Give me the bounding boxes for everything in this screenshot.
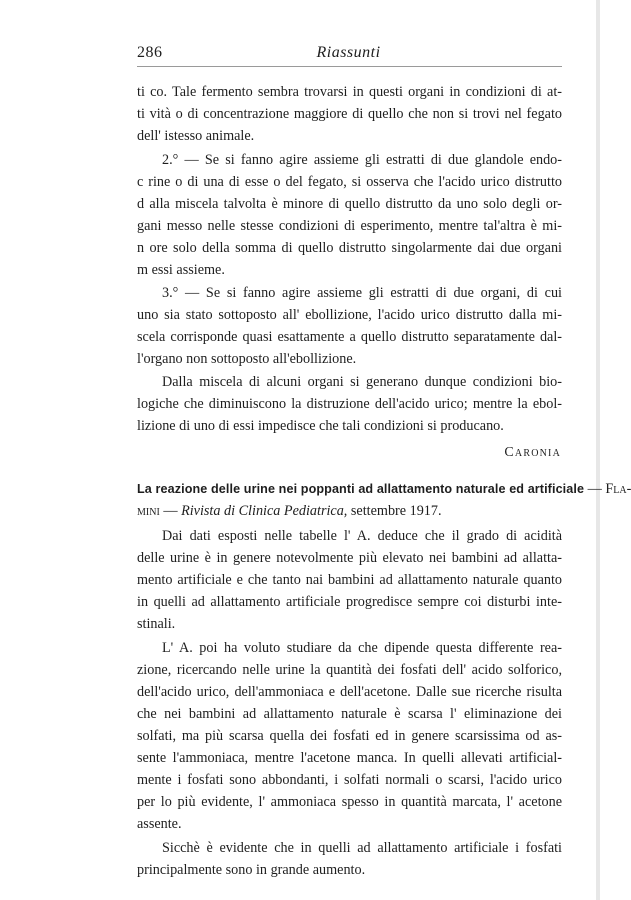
text-line: stinali. (137, 616, 176, 632)
article-title: La reazione delle urine nei poppanti ad allattamento naturale ed artificiale (137, 482, 585, 496)
text-line: delle urine è in genere notevolmente più elevato nei bambini ad allatta- (137, 550, 562, 566)
text-line: ti co. Tale fermento sembra trovarsi in questi organi in condizioni di at- (137, 84, 562, 100)
article-citation-line (137, 501, 562, 521)
text-line: solfati, ma più scarsa quella dei fosfati ed in genere scarsissima od as- (137, 728, 562, 744)
text-line: 3.° — Se si fanno agire assieme gli estratti di due organi, di cui (162, 285, 562, 301)
text-line: lizione di uno di essi impedisce che tali condizioni si producano. (137, 418, 504, 434)
text-line: mente i fosfati sono abbondanti, i solfati normali o scarsi, l'acido urico (137, 772, 562, 788)
text-line: 2.° — Se si fanno agire assieme gli estratti di due glandole endo- (162, 152, 562, 168)
text-line: logiche che diminuiscono la distruzione dell'acido urico; mentre la ebol- (137, 396, 562, 412)
text-line: ti vità o di concentrazione maggiore di quello che non si trovi nel fegato (137, 106, 562, 122)
text-line: che nei bambini ad allattamento naturale è scarsa l' eliminazione dei (137, 706, 562, 722)
author-signature: Caronia (504, 445, 561, 460)
text-line: uno sia stato sottoposto all' ebollizione, l'acido urico distrutto dalla mi- (137, 307, 562, 323)
text-line: n ore solo della somma di quello distrutto singolarmente dai due organi (137, 240, 562, 256)
header-rule (137, 66, 562, 67)
article-heading-line (137, 479, 631, 499)
text-line: Dai dati esposti nelle tabelle l' A. deduce che il grado di acidità (162, 528, 562, 544)
text-line: sente l'ammoniaca, mentre l'acetone manca. In quelli allevati artificial- (137, 750, 562, 766)
text-line: in quelli ad allattamento artificiale progredisce sempre coi disturbi inte- (137, 594, 562, 610)
text-line: m essi assieme. (137, 262, 225, 278)
text-line: l'organo non sottoposto all'ebollizione. (137, 351, 357, 367)
page-number: 286 (137, 44, 163, 61)
text-line: zione, ricercando nelle urine la quantità dei fosfati dell' acido solforico, (137, 662, 562, 678)
page-header (137, 44, 560, 68)
article-author-part2: mini (137, 503, 160, 519)
text-line: Dalla miscela di alcuni organi si generano dunque condizioni bio- (162, 374, 562, 390)
text-line: per lo più evidente, l' ammoniaca spesso in quantità marcata, l' acetone (137, 794, 562, 810)
text-line: Sicchè è evidente che in quelli ad allattamento artificiale i fosfati (162, 840, 562, 856)
running-title: Riassunti (316, 44, 381, 61)
article-dash: — (159, 503, 182, 519)
text-line: assente. (137, 816, 182, 832)
text-line: L' A. poi ha voluto studiare da che dipende questa differente rea- (162, 640, 562, 656)
text-line: dell'acido urico, dell'ammoniaca e dell'acetone. Dalle sue ricerche risulta (137, 684, 562, 700)
text-line: principalmente sono in grande aumento. (137, 862, 366, 878)
text-line: scela corrisponde quasi esattamente a quello distrutto separatamente dal- (137, 329, 562, 345)
text-line: gani messo nelle stesse condizioni di esperimento, mentre tal'altra è mi- (137, 218, 562, 234)
page-edge-shadow (596, 0, 600, 900)
text-line: dell' istesso animale. (137, 128, 255, 144)
article-author-part1: — Fla- (584, 481, 631, 497)
article-date: settembre 1917. (347, 503, 442, 519)
text-line: mento artificiale e che tanto nai bambini ad allattamento naturale quanto (137, 572, 562, 588)
text-line: d alla miscela talvolta è minore di quello distrutto da uno solo degli or- (137, 196, 562, 212)
text-line: c rine o di una di esse o del fegato, si osserva che l'acido urico distrutto (137, 174, 562, 190)
article-journal: Rivista di Clinica Pediatrica, (181, 503, 348, 519)
